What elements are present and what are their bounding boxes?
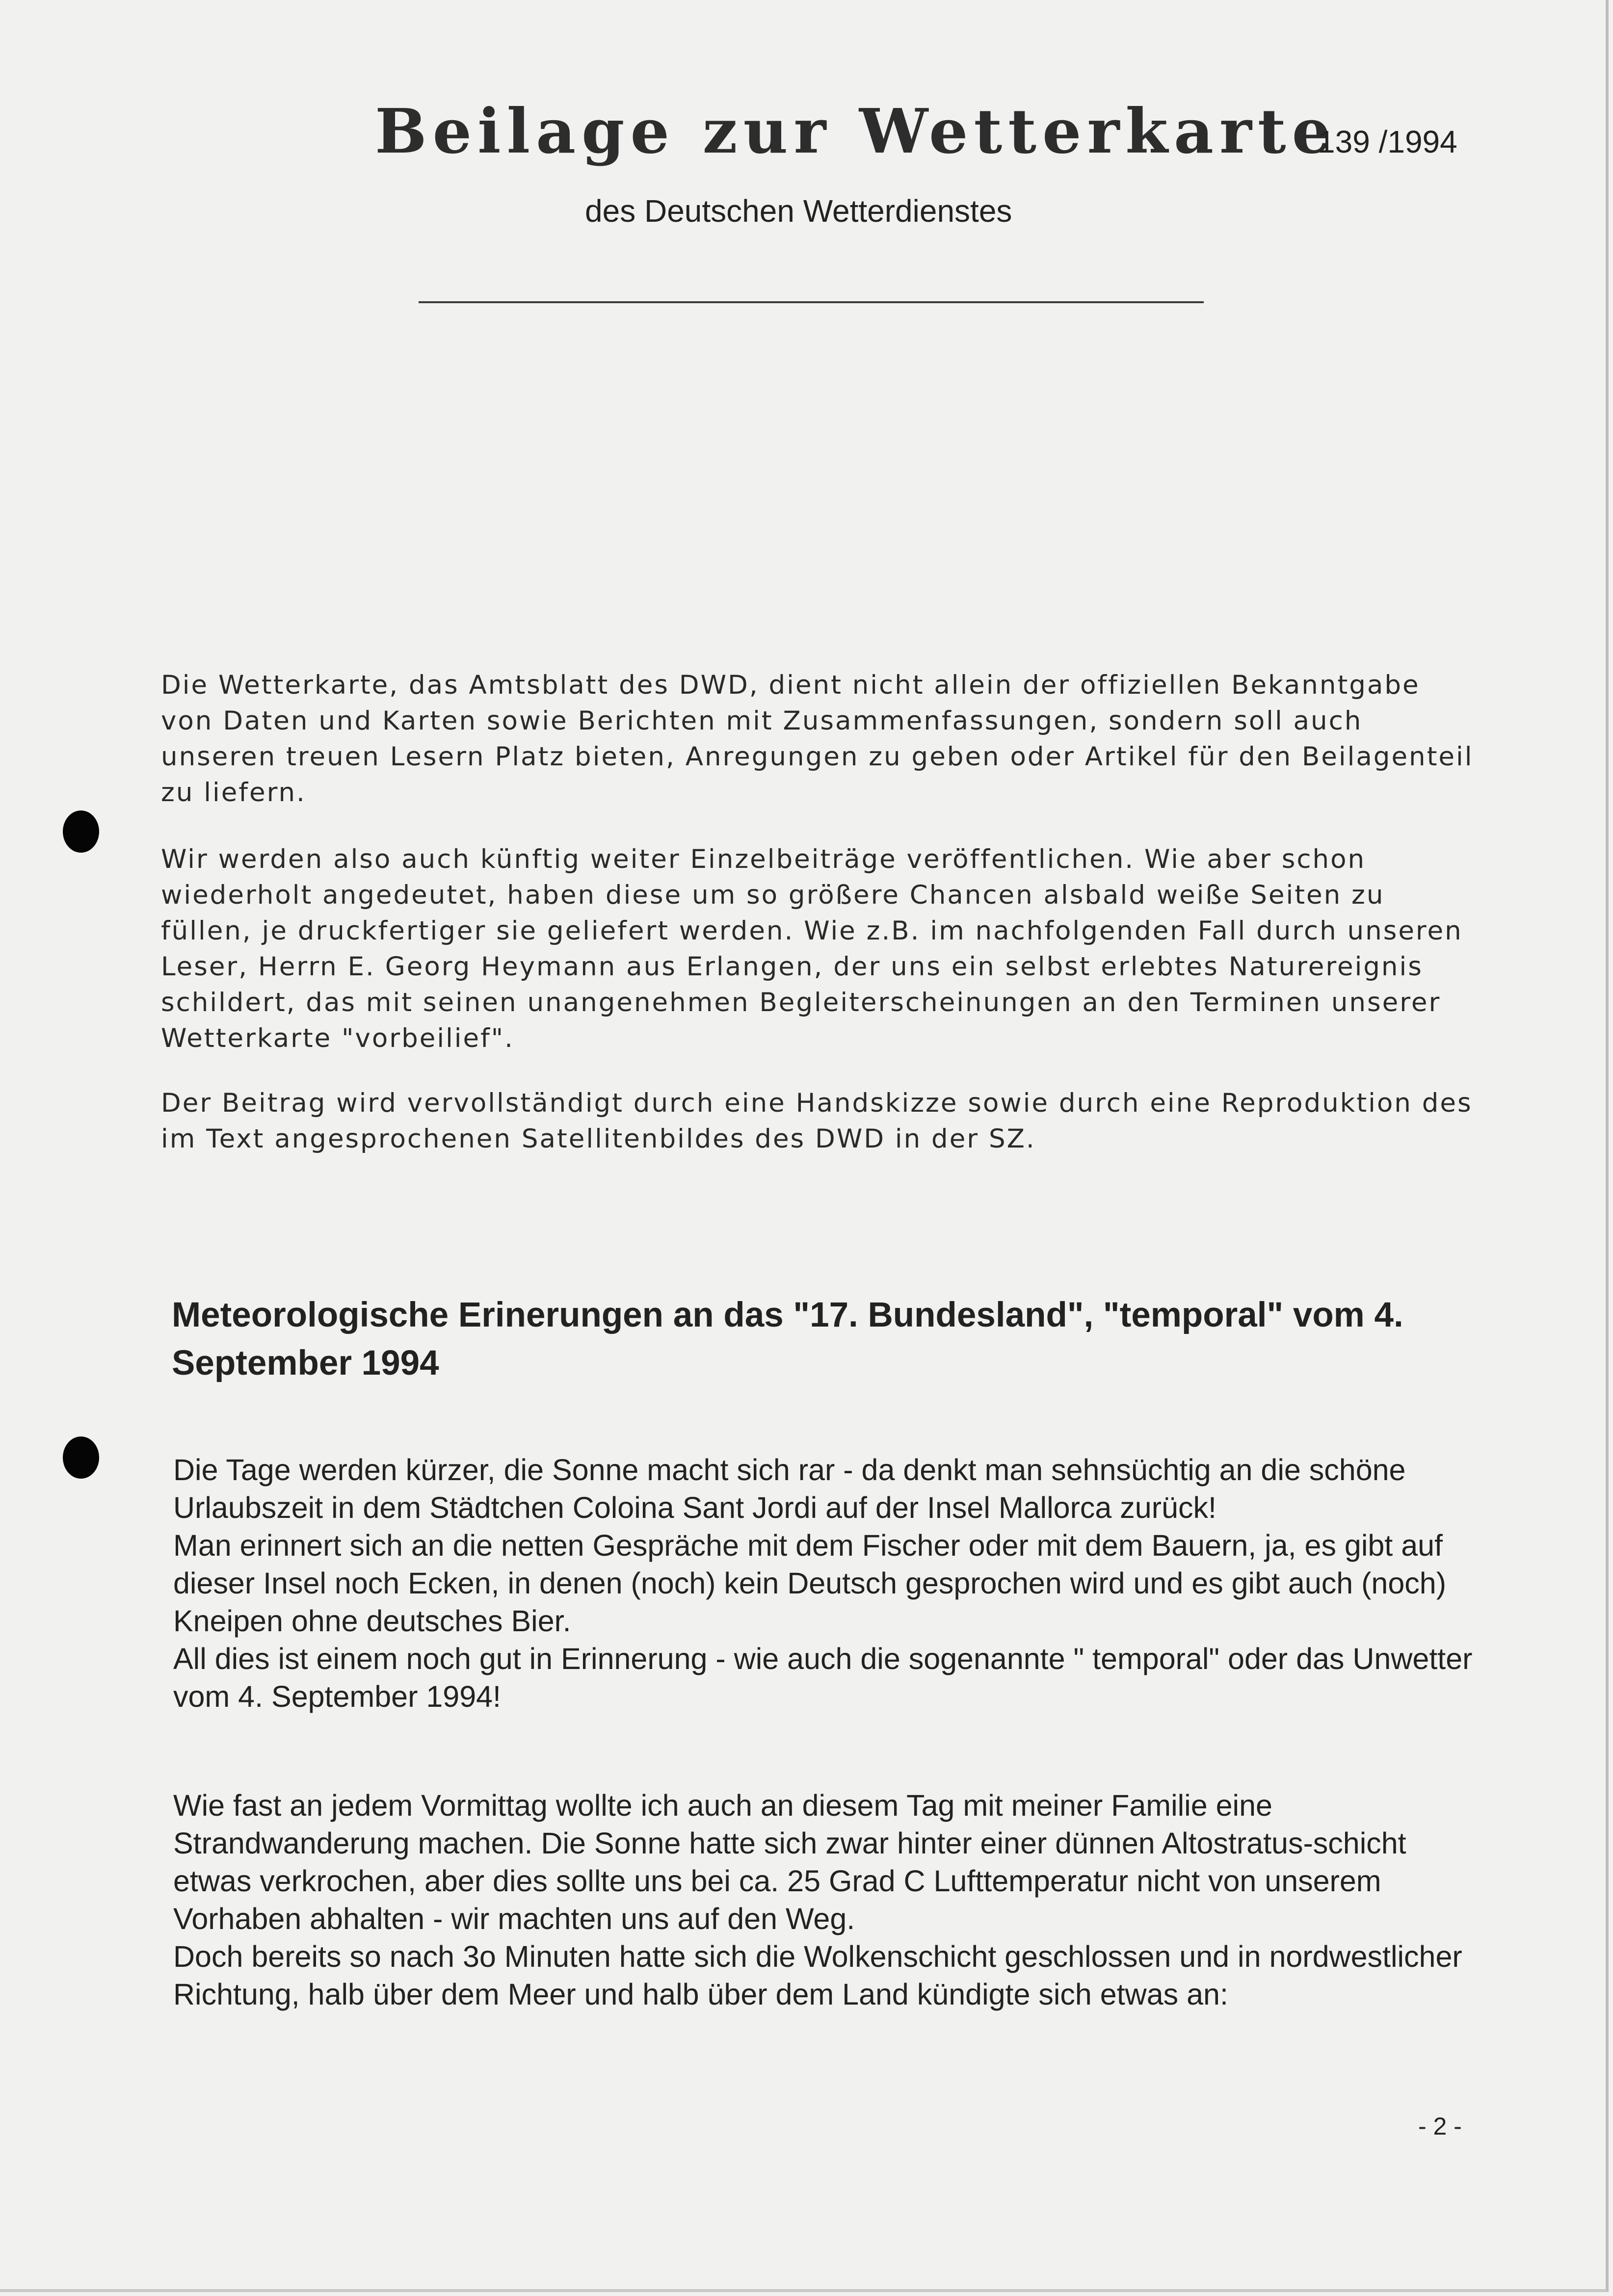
issue-number: 139 /1994	[1318, 124, 1457, 159]
punch-hole	[63, 1436, 99, 1479]
intro-paragraph: Der Beitrag wird vervollständigt durch eine Handskizze sowie durch eine Reproduktion des im Text angesprochenen Satellitenbildes des DWD in der SZ.	[161, 1088, 1473, 1154]
article-paragraph: Die Tage werden kürzer, die Sonne macht sich rar - da denkt man sehnsüchtig an die schöne Urlaubszeit in dem Städtchen Coloina Sant Jordi auf der Insel Mallorca zurück! Man erinnert sich an die netten Gespräche mit dem Fischer oder mit dem Bauern, ja, es gibt auf dieser Insel noch Ecken, in denen (noch) kein Deutsch gesprochen wird und es gibt auch (noch) Kneipen ohne deutsches Bier. All dies ist einem noch gut in Erinnerung - wie auch die sogenannte " temporal" oder das Unwetter vom 4. September 1994!	[173, 1453, 1473, 1713]
punch-hole	[63, 810, 99, 853]
article-paragraph: Wie fast an jedem Vormittag wollte ich auch an diesem Tag mit meiner Familie eine Strandwanderung machen. Die Sonne hatte sich zwar hinter einer dünnen Altostratus-schicht etwas verkrochen, aber dies sollte uns bei ca. 25 Grad C Lufttemperatur nicht von unserem Vorhaben abhalten - wir machten uns auf den Weg. Doch bereits so nach 3o Minuten hatte sich die Wolkenschicht geschlossen und in nordwestlicher Richtung, halb über dem Meer und halb über dem Land kündigte sich etwas an:	[173, 1789, 1462, 2011]
title-divider	[419, 301, 1204, 303]
document-subtitle: des Deutschen Wetterdienstes	[585, 193, 1012, 229]
article-title: Meteorologische Erinerungen an das "17. Bundesland", "temporal" vom 4. September 1994	[172, 1296, 1403, 1383]
document-title: Beilage zur Wetterkarte	[375, 96, 1337, 167]
intro-paragraph: Die Wetterkarte, das Amtsblatt des DWD, dient nicht allein der offiziellen Bekanntgabe von Daten und Karten sowie Berichten mit Zusammenfassungen, sondern soll auch unseren treuen Lesern Platz bieten, Anregungen zu geben oder Artikel für den Beilagenteil zu liefern.	[161, 670, 1474, 808]
page-number: - 2 -	[1418, 2113, 1462, 2140]
intro-paragraph: Wir werden also auch künftig weiter Einzelbeiträge veröffentlichen. Wie aber schon wiederholt angedeutet, haben diese um so größere Chancen alsbald weiße Seiten zu füllen, je druckfertiger sie geliefert werden. Wie z.B. im nachfolgenden Fall durch unseren Leser, Herrn E. Georg Heymann aus Erlangen, der uns ein selbst erlebtes Naturereignis schildert, das mit seinen unangenehmen Begleiterscheinungen an den Terminen unserer Wetterkarte "vorbeilief".	[161, 844, 1463, 1053]
